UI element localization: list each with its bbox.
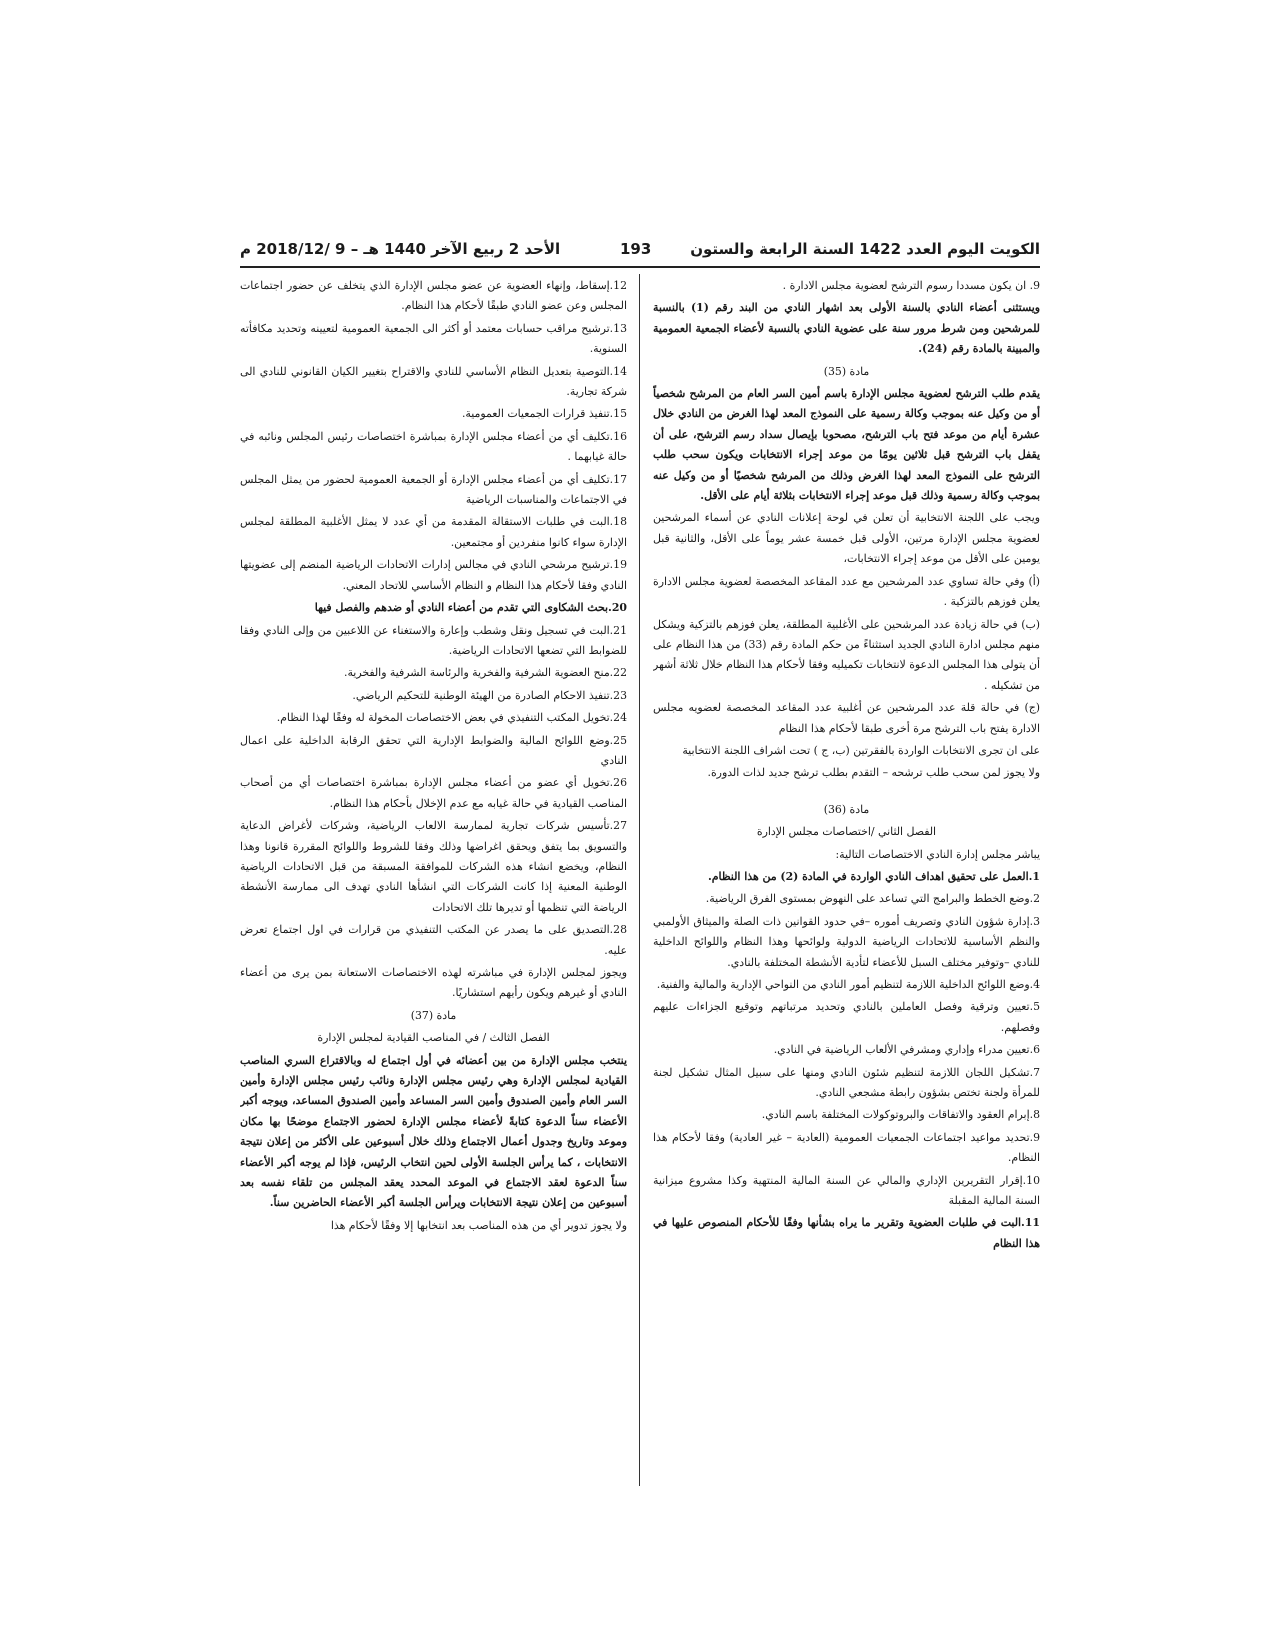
list-item: 12.إسقاط، وإنهاء العضوية عن عضو مجلس الإدارة الذي يتخلف عن حضور اجتماعات المجلس وعن عضو النادي طبقًا لأحكام هذا النظام. <box>240 279 627 313</box>
list-item: 26.تخويل أي عضو من أعضاء مجلس الإدارة بمباشرة اختصاصات أي من أصحاب المناصب القيادية في حالة غيابه مع عدم الإخلال بأحكام هذا النظام. <box>240 776 627 810</box>
list-item: 18.البت في طلبات الاستقالة المقدمة من أي عدد لا يمثل الأغلبية المطلقة لمجلس الإدارة سواء كانوا منفردين أو مجتمعين. <box>240 515 627 549</box>
paragraph: 9. ان يكون مسددا رسوم الترشح لعضوية مجلس الادارة . <box>782 279 1040 292</box>
paragraph: يباشر مجلس إدارة النادي الاختصاصات التالية: <box>835 847 1040 861</box>
paragraph: ويجوز لمجلس الإدارة في مباشرته لهذه الاختصاصات الاستعانة بمن يرى من أعضاء النادي أو غيرهم ويكون رأيهم استشاريًا. <box>240 966 627 1000</box>
list-item: 9.تحديد مواعيد اجتماعات الجمعيات العمومية (العادية – غير العادية) وفقا لأحكام هذا النظام. <box>653 1130 1040 1165</box>
paragraph: (ج) في حالة قلة عدد المرشحين عن أغلبية عدد المقاعد المخصصة لعضويه مجلس الادارة يفتح باب الترشح مرة أخرى طبقا لأحكام هذا النظام <box>653 701 1040 735</box>
article-heading: مادة (37) <box>410 1008 457 1022</box>
list-item: 6.تعيين مدراء وإداري ومشرفي الألعاب الرياضية في النادي. <box>773 1043 1040 1057</box>
list-item: 2.وضع الخطط والبرامج التي تساعد على النهوض بمستوى الفرق الرياضية. <box>705 892 1040 906</box>
paragraph: ولا يجوز تدوير أي من هذه المناصب بعد انتخابها إلا وفقًا لأحكام هذا <box>330 1218 627 1232</box>
right-column <box>653 276 1040 1606</box>
list-item: 24.تخويل المكتب التنفيذي في بعض الاختصاصات المخولة له وفقًا لهذا النظام. <box>276 711 627 725</box>
page-header <box>240 236 1040 270</box>
list-item: 7.تشكيل اللجان اللازمة لتنظيم شئون النادي ومنها على سبيل المثال تشكيل لجنة للمرأة ولجنة تختص بشؤون رابطة مشجعي النادي. <box>653 1065 1040 1100</box>
list-item: 13.ترشيح مراقب حسابات معتمد أو أكثر الى الجمعية العمومية لتعيينه وتحديد مكافأته السنوية. <box>240 321 627 356</box>
list-item: 4.وضع اللوائح الداخلية اللازمة لتنظيم أمور النادي من النواحي الإدارية والمالية والفنية. <box>656 978 1040 991</box>
left-column <box>240 276 627 1606</box>
list-item: 14.التوصية بتعديل النظام الأساسي للنادي والاقتراح بتغيير الكيان القانوني للنادي الى شركة تجارية. <box>240 364 627 399</box>
list-item: 19.ترشيح مرشحي النادي في مجالس إدارات الاتحادات الرياضية المنضم إلى عضويتها النادي وفقا لأحكام هذا النظام و النظام الأساسي للاتحاد المعني. <box>240 558 627 592</box>
list-item: 11.البت في طلبات العضوية وتقرير ما يراه بشأنها وفقًا للأحكام المنصوص عليها في هذا النظام <box>653 1216 1040 1250</box>
paragraph: يقدم طلب الترشح لعضوية مجلس الإدارة باسم أمين السر العام من المرشح شخصياً أو من وكيل عنه بموجب وكالة رسمية على النموذج المعد لهذا الغرض من النادي خلال عشرة أيام من موعد فتح باب الترشح، مصحوبا بإيصال سداد رسم الترشح، على أن يقفل باب الترشح قبل ثلاثين يومًا من موعد إجراء الانتخابات ويكون سحب طلب الترشح على النموذج المعد لهذا الغرض وذلك من المرشح شخصيًا أو من وكيل عنه بموجب وكالة رسمية وذلك قبل موعد إجراء الانتخابات بثلاثة أيام على الأقل. <box>653 387 1040 503</box>
list-item: 8.إبرام العقود والاتفاقات والبروتوكولات المختلفة باسم النادي. <box>761 1108 1040 1122</box>
list-item: 23.تنفيذ الاحكام الصادرة من الهيئة الوطنية للتحكيم الرياضي. <box>352 688 627 702</box>
list-item: 1.العمل على تحقيق اهداف النادي الواردة في المادة (2) من هذا النظام. <box>708 869 1040 883</box>
list-item: 27.تأسيس شركات تجارية لممارسة الالعاب الرياضية، وشركات لأغراض الدعاية والتسويق بما يتفق ويحقق اغراضها وذلك وفقا للشروط واللوائح المقررة قانونا وهذا النظام، ويخضع انشاء هذه الشركات للموافقة المسبقة من قبل الاتحادات الرياضية الوطنية المعنية إذا كانت الشركات التي انشأها النادي تهدف الى ممارسة الأنشطة الرياضة التي تنظمها أو تديرها تلك الاتحادات <box>240 819 627 914</box>
column-divider <box>639 274 640 1486</box>
list-item: 25.وضع اللوائح المالية والضوابط الإدارية التي تحقق الرقابة الداخلية على اعمال النادي <box>240 733 627 767</box>
list-item: 5.تعيين وترقية وفصل العاملين بالنادي وتحديد مرتباتهم وتوقيع الجزاءات عليهم وفصلهم. <box>653 1000 1040 1034</box>
paragraph: (ب) في حالة زيادة عدد المرشحين على الأغلبية المطلقة، يعلن فوزهم بالتزكية ويشكل منهم مجلس ادارة النادي الجديد استثناءً من حكم المادة رقم (33) من هذا النظام على أن يتولى هذا المجلس الدعوة لانتخابات تكميليه وفقا لأحكام هذا النظام خلال ثلاثة أشهر من تشكيله . <box>653 617 1040 692</box>
paragraph: ويستثنى أعضاء النادي بالسنة الأولى بعد اشهار النادي من البند رقم (1) بالنسبة للمرشحين ومن شرط مرور سنة على عضوية النادي بالنسبة لأعضاء الجمعية العمومية والمبينة بالمادة رقم (24). <box>653 301 1040 356</box>
list-item: 20.بحث الشكاوى التي تقدم من أعضاء النادي أو ضدهم والفصل فيها <box>314 601 627 615</box>
article-heading: مادة (35) <box>823 364 870 378</box>
chapter-heading: الفصل الثاني /اختصاصات مجلس الإدارة <box>756 825 937 839</box>
list-item: 16.تكليف أي من أعضاء مجلس الإدارة بمباشرة اختصاصات رئيس المجلس ونائبه في حالة غيابهما . <box>240 429 627 464</box>
list-item: 17.تكليف أي من أعضاء مجلس الإدارة أو الجمعية العمومية لحضور من يمثل المجلس في الاجتماعات والمناسبات الرياضية <box>240 472 627 507</box>
list-item: 28.التصديق على ما يصدر عن المكتب التنفيذي من قرارات في اول اجتماع تعرض عليه. <box>240 923 627 957</box>
header-date: الأحد 2 ربيع الآخر 1440 هـ – 9 /2018/12 م <box>240 240 561 258</box>
header-gazette-issue: الكويت اليوم العدد 1422 السنة الرابعة والستون <box>690 240 1040 258</box>
list-item: 10.إقرار التقريرين الإداري والمالي عن السنة المالية المنتهية وكذا مشروع ميزانية السنة المالية المقبلة <box>653 1173 1040 1208</box>
paragraph: (أ) وفي حالة تساوي عدد المرشحين مع عدد المقاعد المخصصة لعضوية مجلس الادارة يعلن فوزهم بالتزكية . <box>653 574 1040 609</box>
header-rule <box>240 266 1040 268</box>
chapter-heading: الفصل الثالث / في المناصب القيادية لمجلس الإدارة <box>317 1031 550 1045</box>
list-item: 15.تنفيذ قرارات الجمعيات العمومية. <box>461 407 627 421</box>
paragraph: على ان تجرى الانتخابات الواردة بالفقرتين (ب، ج ) تحت اشراف اللجنة الانتخابية <box>682 743 1040 757</box>
list-item: 22.منح العضوية الشرفية والفخرية والرئاسة الشرفية والفخرية. <box>343 666 627 680</box>
paragraph: ولا يجوز لمن سحب طلب ترشحه – التقدم بطلب ترشح جديد لذات الدورة. <box>707 766 1040 780</box>
page-number: 193 <box>620 240 652 258</box>
paragraph: ويجب على اللجنة الانتخابية أن تعلن في لوحة إعلانات النادي عن أسماء المرشحين لعضوية مجلس الإدارة مرتين، الأولى قبل خمسة عشر يوماً على الأقل، والثانية قبل يومين على الأقل من موعد إجراء الانتخابات، <box>653 511 1040 566</box>
list-item: 21.البت في تسجيل ونقل وشطب وإعارة والاستغناء عن اللاعبين من وإلى النادي وفقا للضوابط التي تضعها الاتحادات الرياضية. <box>240 623 627 657</box>
article-heading: مادة (36) <box>823 802 870 816</box>
paragraph: ينتخب مجلس الإدارة من بين أعضائه في أول اجتماع له وبالاقتراع السري المناصب القيادية لمجلس الإدارة وهي رئيس مجلس الإدارة ونائب رئيس مجلس الإدارة وأمين السر العام وأمين الصندوق وأمين السر المساعد وأمين الصندوق المساعد، ويوجه أكبر الأعضاء سناً الدعوة كتابةً لأعضاء مجلس الإدارة لحضور الاجتماع موضحًا بها مكان وموعد وتاريخ وجدول أعمال الاجتماع وذلك خلال أسبوعين على الأكثر من إعلان نتيجة الانتخابات ، كما يرأس الجلسة الأولى لحين انتخاب الرئيس، فإذا لم يوجه أكبر الأعضاء سناً الدعوة لعقد الاجتماع في الموعد المحدد يعقد المجلس من تلقاء نفسه بعد أسبوعين من إعلان نتيجة الانتخابات ويرأس الجلسة أكبر الأعضاء الحاضرين سناً. <box>240 1053 627 1210</box>
list-item: 3.إدارة شؤون النادي وتصريف أموره –في حدود القوانين ذات الصلة والميثاق الأولمبي والنظم الأساسية للاتحادات الرياضية الدولية ولوائحها وهذا النظام واللوائح الداخلية للنادي –وتوفير مختلف السبل للأعضاء لتأدية الأنشطة المختلفة بالنادي. <box>653 914 1040 969</box>
